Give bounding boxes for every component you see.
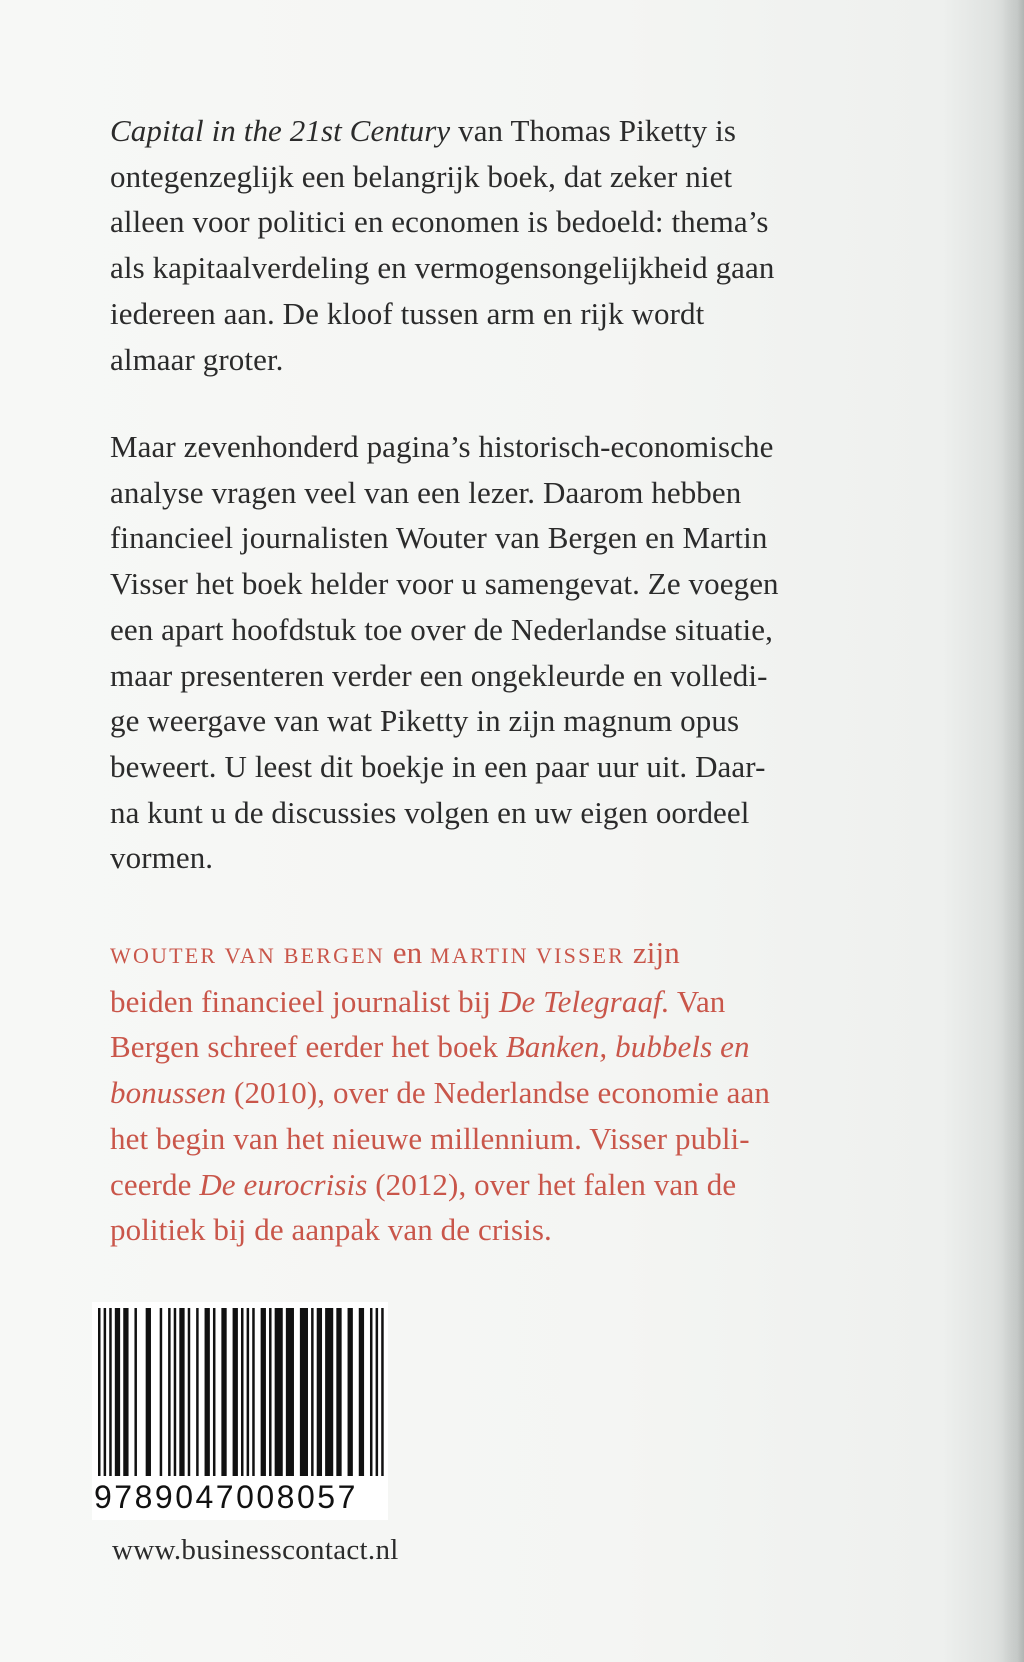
barcode-bar <box>98 1308 101 1476</box>
isbn-number: 9789047008057 <box>94 1479 358 1515</box>
summary-line: Maar zevenhonderd pagina’s historisch-economische <box>110 429 774 464</box>
author-bio-line: het begin van het nieuwe millennium. Visser publi- <box>110 1120 750 1156</box>
description-line: iedereen aan. De kloof tussen arm en rijk wordt <box>110 295 705 331</box>
author-bio-line: beiden financieel journalist bij De Telegraaf. Van <box>110 983 726 1019</box>
description-paragraph <box>110 108 900 382</box>
barcode-bar <box>104 1308 107 1476</box>
summary-line: analyse vragen veel van een lezer. Daarom hebben <box>110 474 742 510</box>
author-bio-line: bonussen (2010), over de Nederlandse economie aan <box>110 1075 770 1111</box>
author-bio-line: Bergen schreef eerder het boek Banken, bubbels en <box>110 1029 750 1065</box>
barcode-bar <box>286 1308 294 1476</box>
summary-line: ge weergave van wat Piketty in zijn magnum opus <box>110 703 740 739</box>
barcode-bar <box>317 1308 322 1476</box>
author-bio-line: WOUTER VAN BERGEN en MARTIN VISSER zijn <box>110 935 680 970</box>
description-line: als kapitaalverdeling en vermogensongelijkheid gaan <box>110 250 775 286</box>
book-title-banken-cont: bonussen <box>110 1075 227 1111</box>
barcode-bar <box>109 1308 112 1476</box>
book-title-capital: Capital in the 21st Century <box>110 113 451 148</box>
cover-edge-shadow <box>1002 0 1024 1662</box>
barcode-bars <box>92 1302 388 1482</box>
barcode-bar <box>311 1308 314 1476</box>
summary-paragraph <box>110 424 900 881</box>
barcode-bar <box>252 1308 255 1476</box>
barcode-bar <box>115 1308 120 1476</box>
description-line: almaar groter. <box>110 341 284 377</box>
barcode-bar <box>168 1308 171 1476</box>
barcode-bar <box>247 1308 250 1476</box>
barcode-bar <box>221 1308 226 1476</box>
summary-line: financieel journalisten Wouter van Bergen en Martin <box>110 520 768 556</box>
summary-line: vormen. <box>110 840 214 876</box>
book-title-banken: Banken, bubbels en <box>505 1029 750 1065</box>
barcode-bar <box>233 1308 238 1476</box>
barcode-bar <box>359 1308 364 1476</box>
barcode-bar <box>123 1308 128 1476</box>
barcode-bar <box>179 1308 184 1476</box>
barcode-bar <box>213 1308 216 1476</box>
barcode-bar <box>261 1308 266 1476</box>
description-line <box>110 108 900 154</box>
newspaper-title: De Telegraaf. <box>498 983 670 1019</box>
barcode-bar <box>300 1308 308 1476</box>
book-title-eurocrisis: De eurocrisis <box>199 1166 368 1202</box>
summary-line: maar presenteren verder een ongekleurde en volledi- <box>110 657 768 693</box>
barcode-bar <box>348 1308 353 1476</box>
author-name-martin: MARTIN VISSER <box>430 943 626 968</box>
summary-line: beweert. U leest dit boekje in een paar uur uit. Daar- <box>110 748 766 784</box>
barcode-bar <box>146 1308 151 1476</box>
barcode-bar <box>325 1308 333 1476</box>
barcode-bar <box>205 1308 210 1476</box>
summary-line: Visser het boek helder voor u samengevat. Ze voegen <box>110 566 779 602</box>
barcode-bar <box>275 1308 283 1476</box>
barcode-bar <box>370 1308 373 1476</box>
barcode-bar <box>269 1308 272 1476</box>
barcode-bar <box>174 1308 177 1476</box>
barcode-bar <box>188 1308 191 1476</box>
barcode-bar <box>160 1308 163 1476</box>
author-bio-line: ceerde De eurocrisis (2012), over het falen van de <box>110 1166 737 1202</box>
barcode-bar <box>381 1308 384 1476</box>
barcode-bar <box>241 1308 244 1476</box>
author-bio-line: politiek bij de aanpak van de crisis. <box>110 1212 552 1248</box>
barcode-bar <box>336 1308 341 1476</box>
description-line: alleen voor politici en economen is bedoeld: thema’s <box>110 204 769 240</box>
summary-line: na kunt u de discussies volgen en uw eigen oordeel <box>110 794 750 830</box>
author-name-wouter: WOUTER VAN BERGEN <box>110 943 385 968</box>
description-line: ontegenzeglijk een belangrijk boek, dat zeker niet <box>110 158 733 194</box>
barcode-bar <box>376 1308 379 1476</box>
author-bio-paragraph <box>110 930 900 1253</box>
isbn-barcode <box>92 1302 388 1520</box>
publisher-website: www.businesscontact.nl <box>112 1534 399 1566</box>
description-line-rest: van Thomas Piketty is <box>450 113 737 148</box>
barcode-bar <box>134 1308 137 1476</box>
summary-line: een apart hoofdstuk toe over de Nederlandse situatie, <box>110 611 773 647</box>
barcode-bar <box>196 1308 199 1476</box>
